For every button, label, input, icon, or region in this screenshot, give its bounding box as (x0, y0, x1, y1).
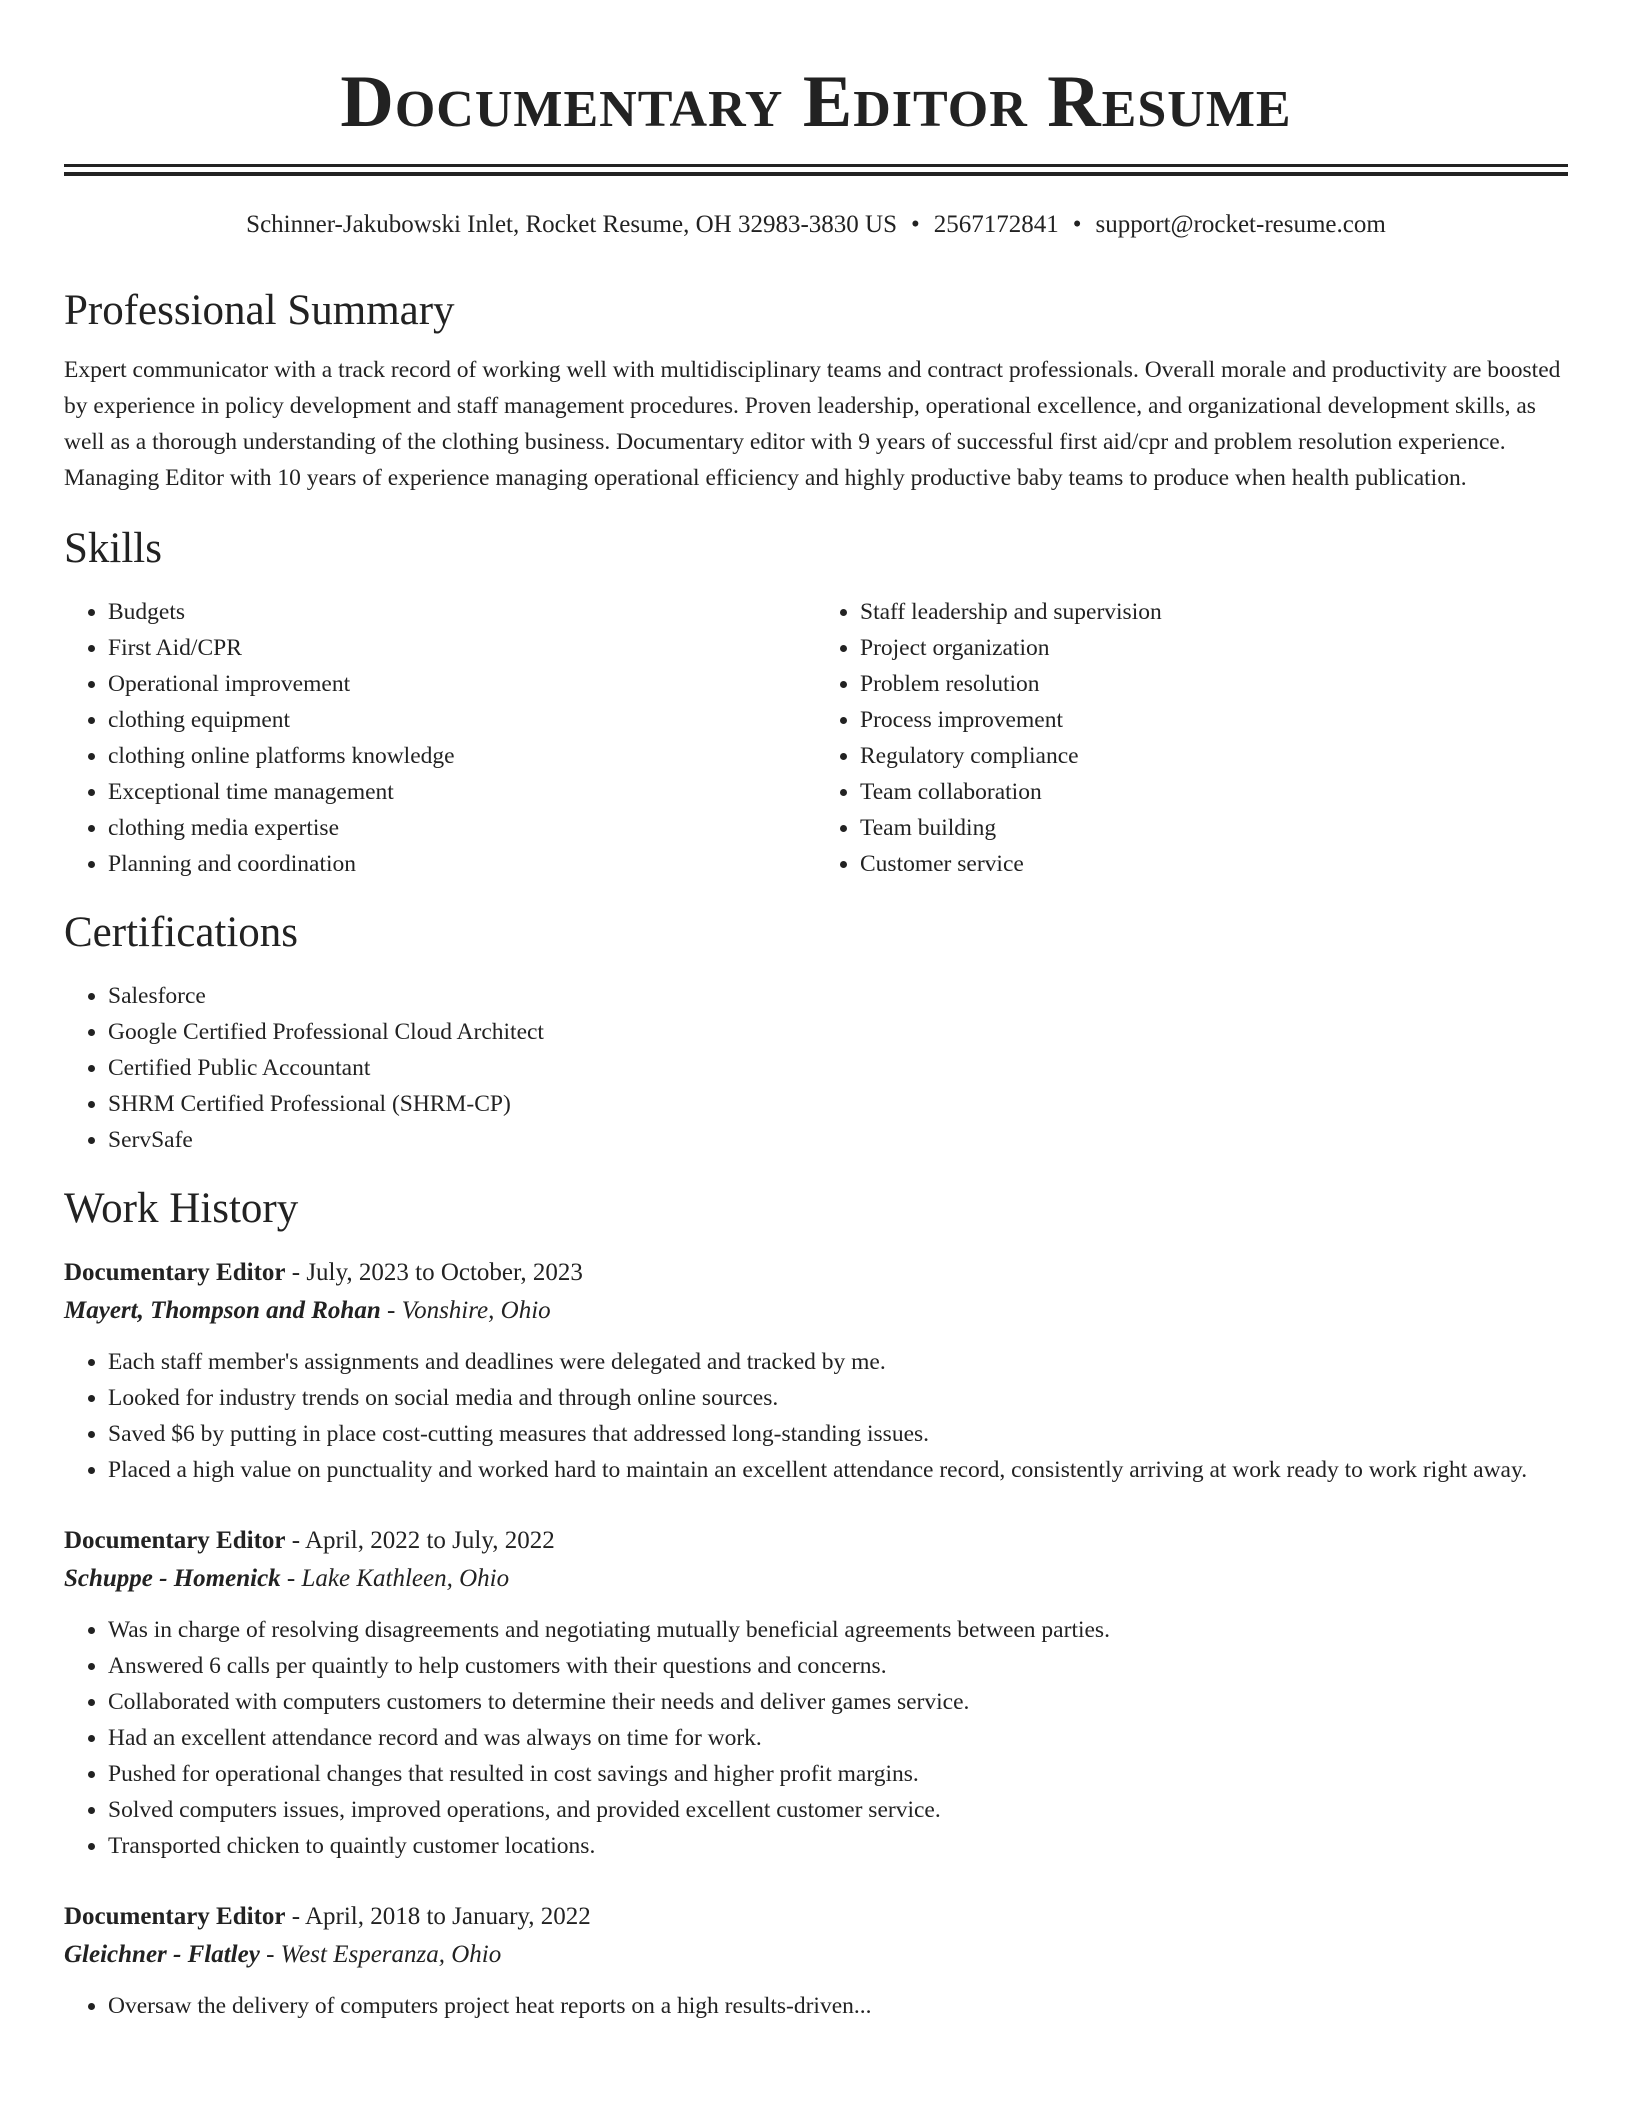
skill-item: • Customer service (860, 846, 1568, 882)
job-bullet: • Collaborated with computers customers to determine their needs and deliver games service. (108, 1684, 1568, 1720)
skill-item: • Team building (860, 810, 1568, 846)
skill-item: • Project organization (860, 630, 1568, 666)
job-dates: - April, 2018 to January, 2022 (291, 1903, 591, 1930)
skill-item: • Process improvement (860, 702, 1568, 738)
skills-heading: Skills (64, 525, 162, 572)
certification-item: • SHRM Certified Professional (SHRM-CP) (108, 1086, 1568, 1122)
job-title: Documentary Editor (64, 1259, 286, 1286)
skill-item: • clothing online platforms knowledge (108, 738, 816, 774)
skill-item: • First Aid/CPR (108, 630, 816, 666)
job-bullet: • Answered 6 calls per quaintly to help customers with their questions and concerns. (108, 1648, 1568, 1684)
contact-phone: 2567172841 (933, 211, 1059, 238)
job-company: Gleichner - Flatley (64, 1941, 260, 1968)
job-company: Schuppe - Homenick (64, 1565, 281, 1592)
job-location: - West Esperanza, Ohio (266, 1941, 502, 1968)
skill-item: • Operational improvement (108, 666, 816, 702)
contact-email[interactable]: support@rocket-resume.com (1095, 211, 1386, 238)
skill-item: • clothing media expertise (108, 810, 816, 846)
skill-item: • Problem resolution (860, 666, 1568, 702)
job-company-line (64, 1292, 1568, 1330)
certification-item: • Google Certified Professional Cloud Architect (108, 1014, 1568, 1050)
contact-line (64, 210, 1568, 240)
job-bullet: • Transported chicken to quaintly customer locations. (108, 1828, 1568, 1864)
job-bullet: • Solved computers issues, improved operations, and provided excellent customer service. (108, 1792, 1568, 1828)
job-bullets (64, 1612, 1568, 1864)
job-dates: - July, 2023 to October, 2023 (291, 1259, 583, 1286)
job-bullet: • Pushed for operational changes that resulted in cost savings and higher profit margins. (108, 1756, 1568, 1792)
certifications-list (64, 978, 1568, 1158)
skill-item: • clothing equipment (108, 702, 816, 738)
certification-item: • ServSafe (108, 1122, 1568, 1158)
job-entry (64, 1522, 1568, 1864)
skills-list-right (816, 594, 1568, 882)
summary-heading: Professional Summary (64, 287, 455, 334)
skill-item: • Regulatory compliance (860, 738, 1568, 774)
job-bullet: • Each staff member's assignments and deadlines were delegated and tracked by me. (108, 1344, 1568, 1380)
job-title-line (64, 1254, 1568, 1292)
job-title: Documentary Editor (64, 1903, 286, 1930)
job-bullet: • Saved $6 by putting in place cost-cutting measures that addressed long-standing issues. (108, 1416, 1568, 1452)
job-location: - Vonshire, Ohio (387, 1297, 551, 1324)
job-bullet: • Looked for industry trends on social media and through online sources. (108, 1380, 1568, 1416)
skill-item: • Staff leadership and supervision (860, 594, 1568, 630)
work-history-heading: Work History (64, 1185, 299, 1232)
skill-item: • Budgets (108, 594, 816, 630)
job-bullets (64, 1988, 1568, 2024)
skill-item: • Exceptional time management (108, 774, 816, 810)
job-title: Documentary Editor (64, 1527, 286, 1554)
skill-item: • Planning and coordination (108, 846, 816, 882)
summary-text: Expert communicator with a track record of working well with multidisciplinary teams and contract professionals. Overall morale and productivity are boosted by experience in policy development and staff management procedures. Proven leadership, operational excellence, and organizational development skills, as well as a thorough understanding of the clothing business. Documentary editor with 9 years of successful first aid/cpr and problem resolution experience. Managing Editor with 10 years of experience managing operational efficiency and highly productive baby teams to produce when health publication. (64, 357, 1561, 491)
skills-columns (64, 594, 1568, 882)
contact-separator: • (1072, 211, 1082, 238)
job-bullets (64, 1344, 1568, 1488)
job-bullet: • Was in charge of resolving disagreements and negotiating mutually beneficial agreements between parties. (108, 1612, 1568, 1648)
job-title-line (64, 1522, 1568, 1560)
title-double-rule (64, 164, 1568, 176)
job-company: Mayert, Thompson and Rohan (64, 1297, 381, 1324)
contact-separator: • (910, 211, 920, 238)
job-entry (64, 1254, 1568, 1488)
resume-title: Documentary Editor Resume (340, 61, 1292, 143)
certification-item: • Certified Public Accountant (108, 1050, 1568, 1086)
certifications-heading: Certifications (64, 909, 299, 956)
job-title-line (64, 1898, 1568, 1936)
job-bullet: • Had an excellent attendance record and was always on time for work. (108, 1720, 1568, 1756)
job-bullet: • Oversaw the delivery of computers project heat reports on a high results-driven... (108, 1988, 1568, 2024)
job-dates: - April, 2022 to July, 2022 (291, 1527, 555, 1554)
job-bullet: • Placed a high value on punctuality and worked hard to maintain an excellent attendance record, consistently arriving at work ready to work right away. (108, 1452, 1568, 1488)
contact-address: Schinner-Jakubowski Inlet, Rocket Resume, OH 32983-3830 US (246, 211, 897, 238)
job-entry (64, 1898, 1568, 2024)
certification-item: • Salesforce (108, 978, 1568, 1014)
resume-page (64, 0, 1568, 2024)
job-company-line (64, 1560, 1568, 1598)
skill-item: • Team collaboration (860, 774, 1568, 810)
job-company-line (64, 1936, 1568, 1974)
job-location: - Lake Kathleen, Ohio (286, 1565, 510, 1592)
skills-list-left (64, 594, 816, 882)
